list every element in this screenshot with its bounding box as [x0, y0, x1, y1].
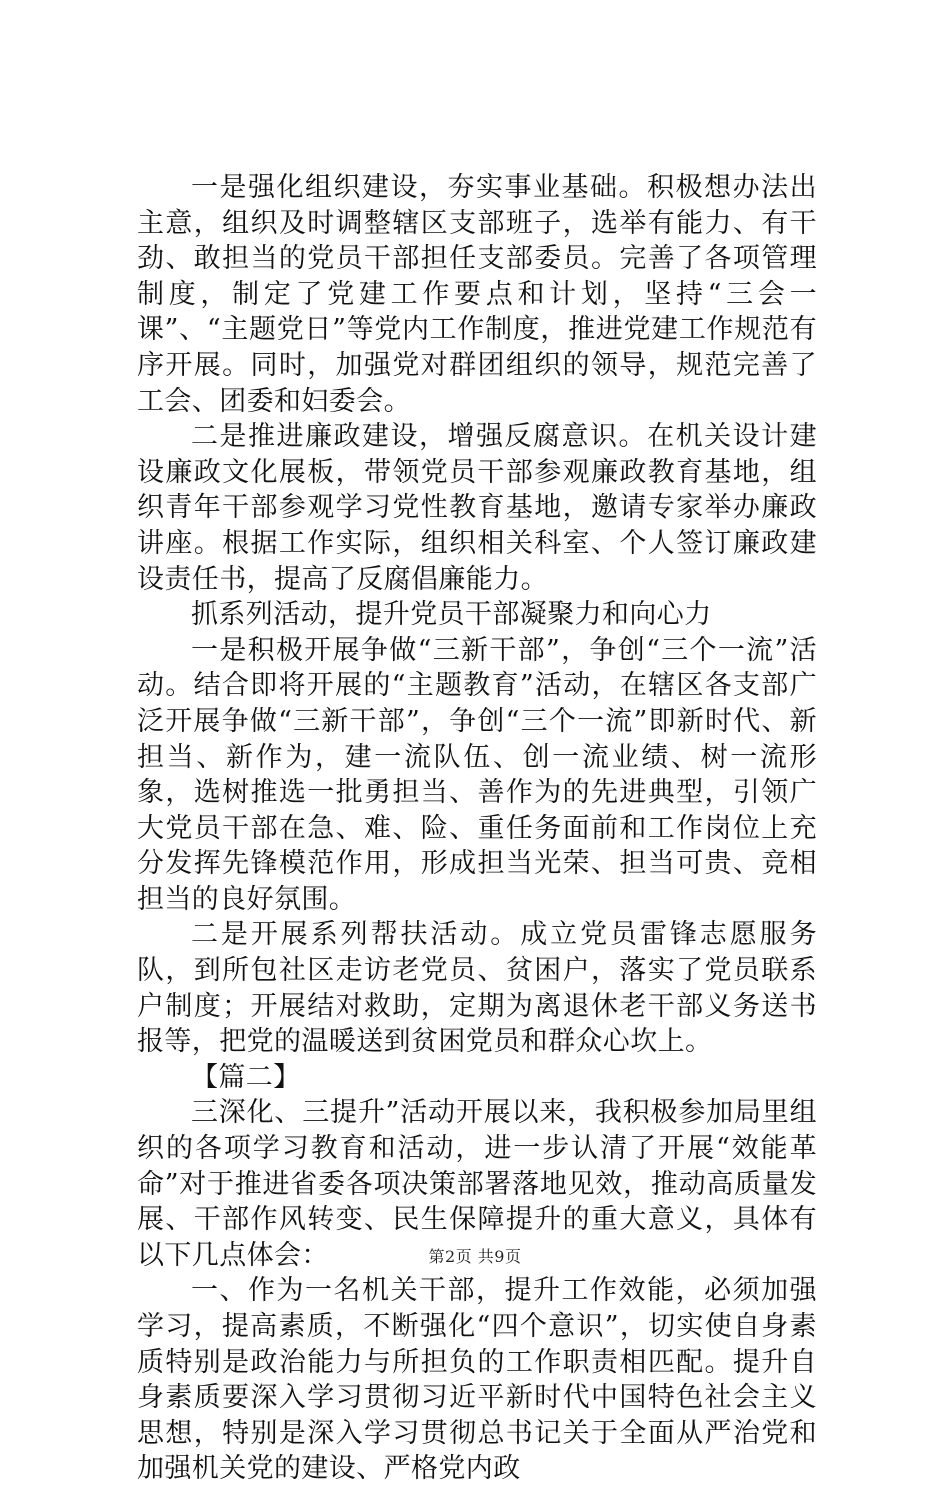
paragraph-assistance-activities: 二是开展系列帮扶活动。成立党员雷锋志愿服务队，到所包社区走访老党员、贫困户，落实了党员联系户制度；开展结对救助，定期为离退休老干部义务送书报等，把党的温暖送到贫困党员和群众心坎上。: [137, 919, 817, 1058]
paragraph-point-one: 一、作为一名机关干部，提升工作效能，必须加强学习，提高素质，不断强化“四个意识”，切实使自身素质特别是政治能力与所担负的工作职责相匹配。提升自身素质要深入学习贯彻习近平新时代中国特色社会主义思想，特别是深入学习贯彻总书记关于全面从严治党和加强机关党的建设、严格党内政: [137, 1275, 817, 1485]
page-number-footer: 第2页 共9页: [428, 1247, 522, 1266]
paragraph-integrity-building: 二是推进廉政建设，增强反腐意识。在机关设计建设廉政文化展板，带领党员干部参观廉政教育基地，组织青年干部参观学习党性教育基地，邀请专家举办廉政讲座。根据工作实际，组织相关科室、个人签订廉政建设责任书，提高了反腐倡廉能力。: [137, 421, 817, 595]
paragraph-organization-building: 一是强化组织建设，夯实事业基础。积极想办法出主意，组织及时调整辖区支部班子，选举有能力、有干劲、敢担当的党员干部担任支部委员。完善了各项管理制度，制定了党建工作要点和计划，坚持“三会一课”、“主题党日”等党内工作制度，推进党建工作规范有序开展。同时，加强党对群团组织的领导，规范完善了工会、团委和妇委会。: [137, 172, 817, 417]
paragraph-part-two-intro: 三深化、三提升”活动开展以来，我积极参加局里组织的各项学习教育和活动，进一步认清了开展“效能革命”对于推进省委各项决策部署落地见效，推动高质量发展、干部作风转变、民生保障提升的重大意义，具体有以下几点体会：: [137, 1097, 817, 1271]
section-heading-activities: 抓系列活动，提升党员干部凝聚力和向心力: [191, 599, 712, 631]
document-body: [137, 170, 817, 1487]
part-two-heading: 【篇二】: [191, 1061, 301, 1093]
paragraph-three-new-cadres: 一是积极开展争做“三新干部”，争创“三个一流”活动。结合即将开展的“主题教育”活动，在辖区各支部广泛开展争做“三新干部”，争创“三个一流”即新时代、新担当、新作为，建一流队伍、创一流业绩、树一流形象，选树推选一批勇担当、善作为的先进典型，引领广大党员干部在急、难、险、重任务面前和工作岗位上充分发挥先锋模范作用，形成担当光荣、担当可贵、竞相担当的良好氛围。: [137, 634, 817, 915]
